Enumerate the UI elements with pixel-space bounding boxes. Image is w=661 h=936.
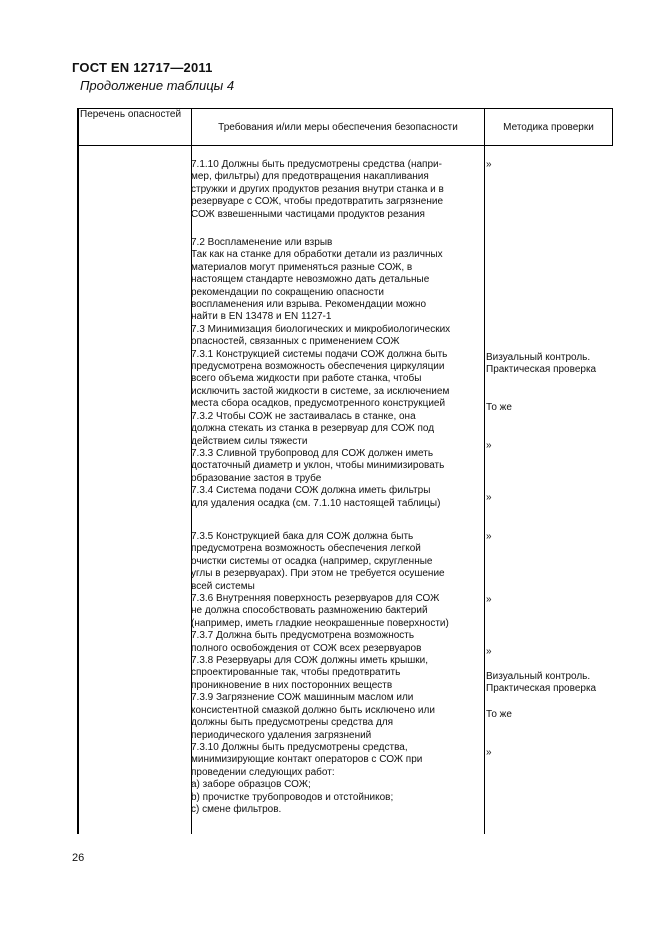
method-7-3-1: Визуальный контроль. Практическая проверка: [486, 352, 597, 376]
method-7-3-6: »: [486, 594, 492, 605]
table-right-border: [612, 108, 613, 146]
method-7-1-10: »: [486, 159, 492, 170]
method-7-3-9: То же: [486, 709, 512, 720]
column-header-requirements: Требования и/или меры обеспечения безопасности: [218, 122, 458, 133]
column-header-method: Методика проверки: [503, 122, 594, 133]
table-left-border: [77, 108, 79, 834]
table-continuation-label: Продолжение таблицы 4: [80, 78, 235, 93]
method-7-3-2: »: [486, 440, 492, 451]
table-header-divider: [77, 145, 613, 146]
method-7-3-8: Визуальный контроль. Практическая проверка: [486, 671, 597, 695]
method-7-3-4: »: [486, 492, 492, 503]
page-number: 26: [72, 852, 85, 864]
method-7-3-10: »: [486, 747, 492, 758]
column-header-hazards: Перечень опасностей: [80, 109, 182, 120]
requirement-7-1-10: 7.1.10 Должны быть предусмотрены средства (напри- мер, фильтры) для предотвращения накапливания стружки и других продуктов резания внутри станка и в резервуаре с СОЖ, чтобы предотвратить загрязнение СОЖ взвешенными частицами продуктов резания: [191, 159, 444, 220]
document-title: ГОСТ EN 12717—2011: [72, 60, 213, 75]
requirements-7-3-5-to-7-3-10: 7.3.5 Конструкцией бака для СОЖ должна быть предусмотрена возможность обеспечения легкой очистки системы от осадка (например, скругленные углы в резервуарах). При этом не требуется осушение всей системы 7.3.6 Внутренняя поверхность резервуаров для СОЖ не должна способствовать размножению бактерий (например, иметь гладкие неокрашенные поверхности) 7.3.7 Должна быть предусмотрена возможность полного освобождения от СОЖ всех резервуаров 7.3.8 Резервуары для СОЖ должны иметь крышки, спроектированные так, чтобы предотвратить проникновение в них посторонних веществ 7.3.9 Загрязнение СОЖ машинным маслом или консистентной смазкой должно быть исключено или должны быть предусмотрены средства для периодического удаления загрязнений 7.3.10 Должны быть предусмотрены средства, минимизирующие контакт операторов с СОЖ при проведении следующих работ: a) заборе образцов СОЖ; b) прочистке трубопроводов и отстойников; c) смене фильтров.: [191, 531, 449, 815]
method-7-3-7: »: [486, 646, 492, 657]
requirements-7-2-to-7-3-4: 7.2 Воспламенение или взрыв Так как на станке для обработки детали из различных материалов могут применяться разные СОЖ, в настоящем стандарте невозможно дать детальные рекомендации по сокращению опасности воспламенения или взрыва. Рекомендации можно найти в EN 13478 и EN 1127-1 7.3 Минимизация биологических и микробиологических опасностей, связанных с применением СОЖ 7.3.1 Конструкцией системы подачи СОЖ должна быть предусмотрена возможность обеспечения циркуляции всего объема жидкости при работе станка, чтобы исключить застой жидкости в системе, за исключением места сбора осадков, предусмотренного конструкцией 7.3.2 Чтобы СОЖ не застаивалась в станке, она должна стекать из станка в резервуар для СОЖ под действием силы тяжести 7.3.3 Сливной трубопровод для СОЖ должен иметь достаточный диаметр и уклон, чтобы минимизировать образование застоя в трубе 7.3.4 Система подачи СОЖ должна иметь фильтры для удаления осадка (см. 7.1.10 настоящей таблицы): [191, 237, 451, 509]
method-7-3-5: »: [486, 531, 492, 542]
method-7-3-1-same: То же: [486, 402, 512, 413]
